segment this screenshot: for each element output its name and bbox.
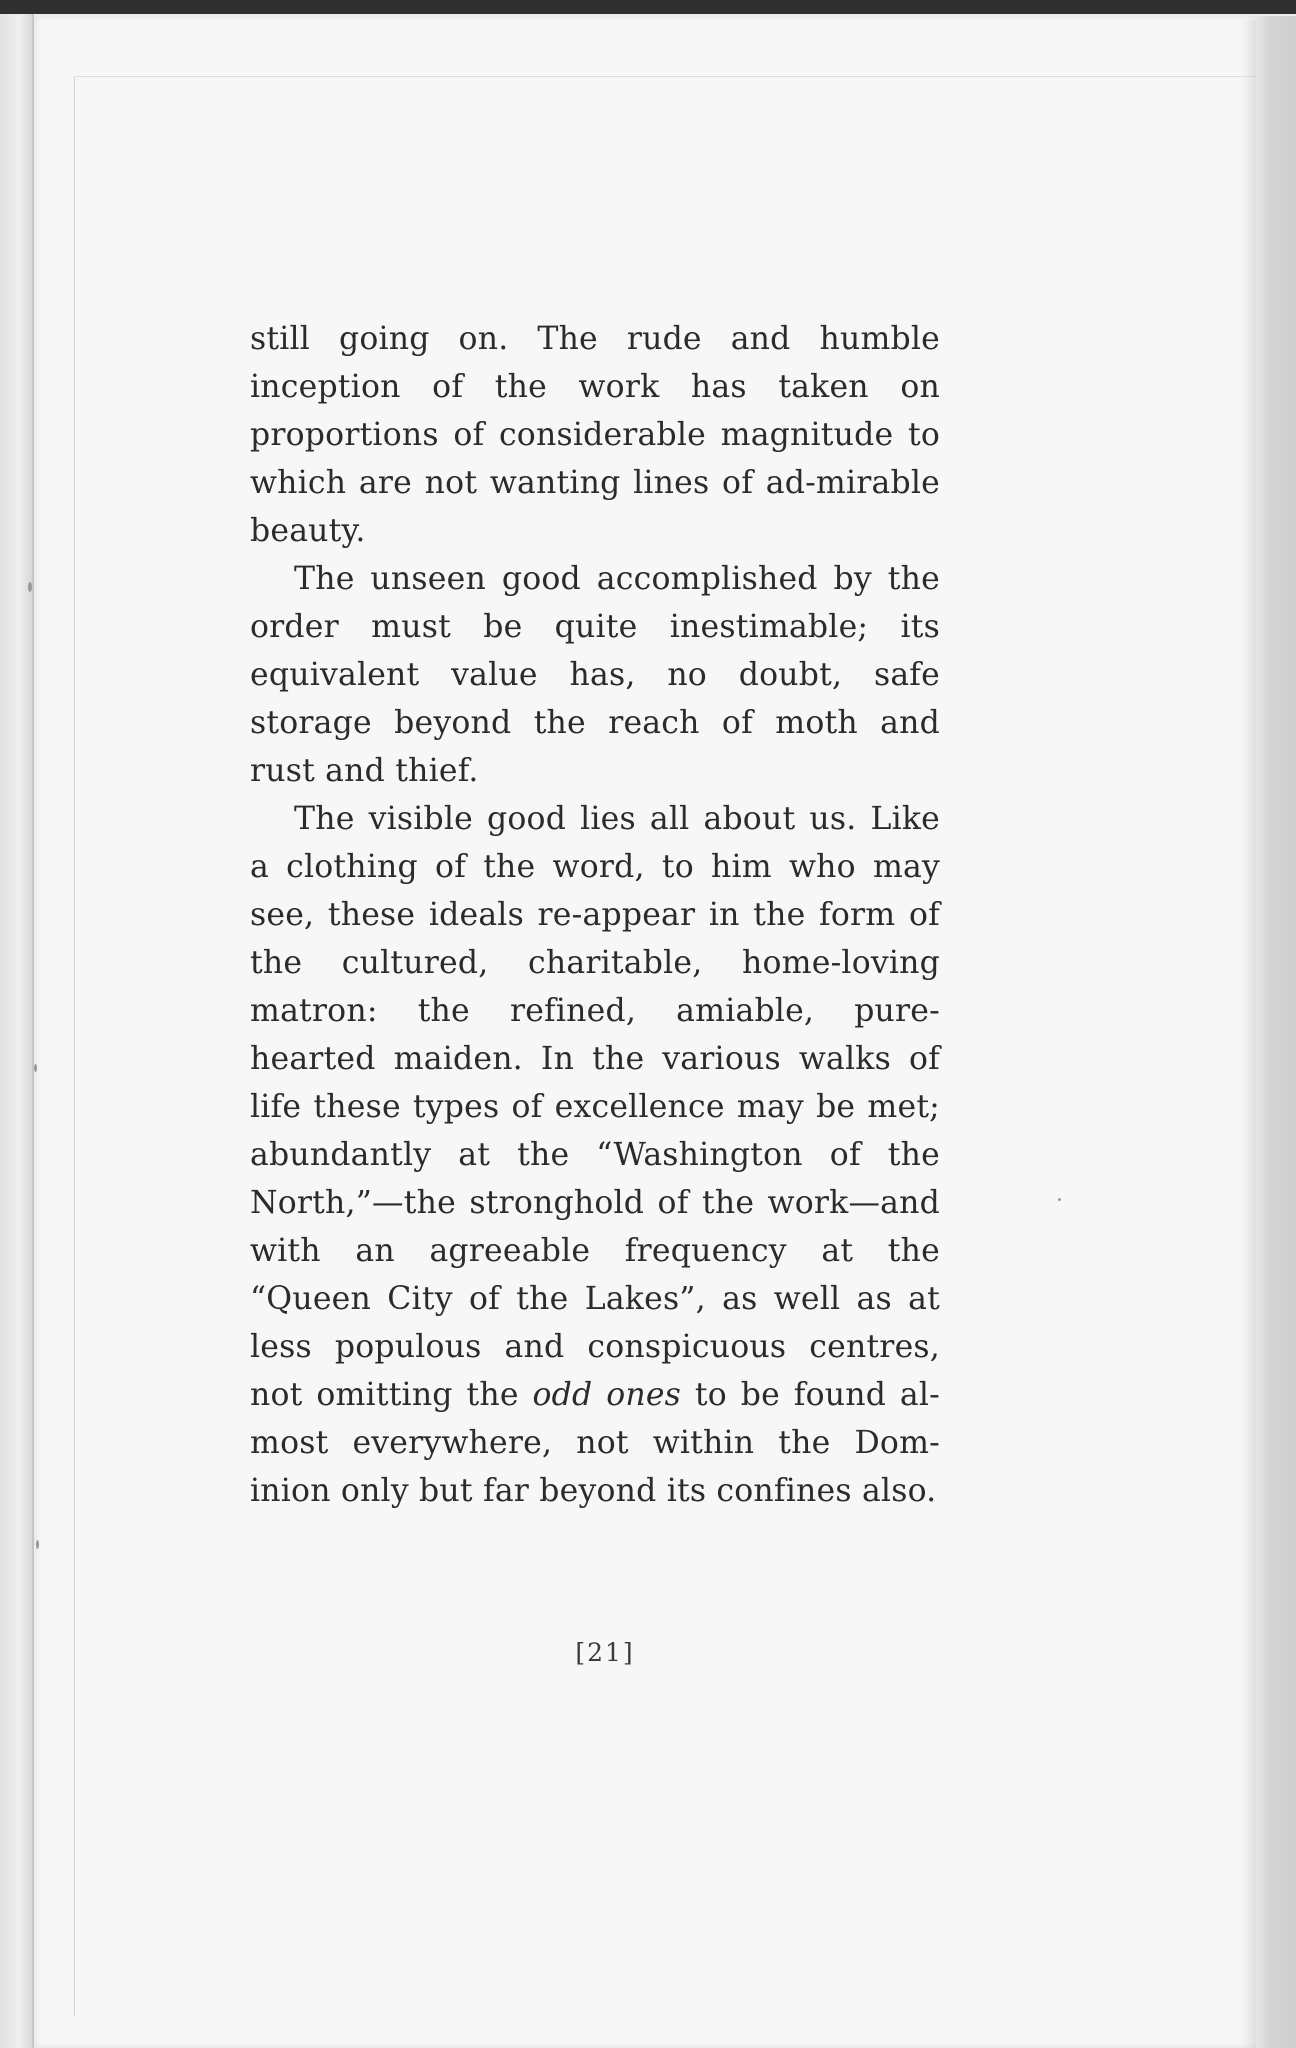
body-text xyxy=(250,315,940,1515)
scan-speck xyxy=(1058,1198,1061,1201)
page-number: [21] xyxy=(575,1638,635,1667)
text-run: to be found al-most everywhere, not within the Dom-inion only but far beyond its confines also. xyxy=(250,1377,940,1509)
text-run: The visible good lies all about us. Like a clothing of the word, to him who may see, these ideals re-appear in the form of the cultured, charitable, home-loving matron: the refined, amiable, pure-hearted maiden. In the various walks of life these types of excellence may be met; abundantly at the “Washington of the North,”—the stronghold of the work—and with an agreeable frequency at the “Queen City of the Lakes”, as well as at less populous and conspicuous centres, not omitting the xyxy=(250,801,940,1413)
page-right-edge xyxy=(1256,16,1296,2048)
paragraph xyxy=(250,795,940,1515)
scanner-top-strip xyxy=(0,0,1296,14)
scan-speck xyxy=(28,582,32,592)
paragraph xyxy=(250,555,940,795)
scan-speck xyxy=(34,1064,37,1072)
italic-text: odd ones xyxy=(532,1377,682,1413)
text-run: still going on. The rude and humble inception of the work has taken on proportions of considerable magnitude to which are not wanting lines of ad-mirable beauty. xyxy=(250,321,940,549)
page-frame-line-top xyxy=(74,76,1274,77)
paragraph xyxy=(250,315,940,555)
adjacent-page-edge xyxy=(0,14,34,2048)
scan-speck xyxy=(36,1540,39,1549)
text-run: The unseen good accomplished by the order must be quite inestimable; its equivalent value has, no doubt, safe storage beyond the reach of moth and rust and thief. xyxy=(250,561,940,789)
page-frame-line-left xyxy=(74,76,75,2016)
